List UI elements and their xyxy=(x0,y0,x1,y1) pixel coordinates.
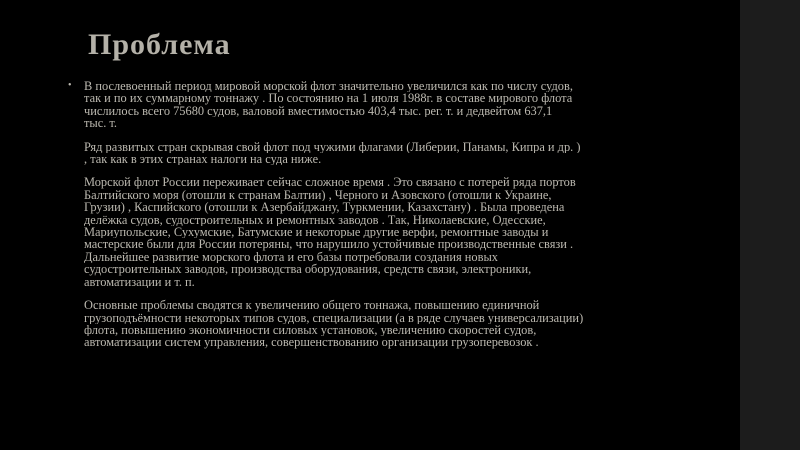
paragraph-gap xyxy=(84,130,654,141)
text-line: числилось всего 75680 судов, валовой вместимостью 403,4 тыс. рег. т. и дедвейтом 637,1 xyxy=(84,104,553,118)
text-line: Балтийского моря (отошли к странам Балтии) , Черного и Азовского (отошли к Украине, xyxy=(84,188,552,202)
text-line: тыс. т. xyxy=(84,117,118,130)
text-line: Ряд развитых стран скрывая свой флот под чужими флагами (Либерии, Панамы, Кипра и др. ) xyxy=(84,140,581,154)
text-line: так и по их суммарному тоннажу . По состоянию на 1 июля 1988г. в составе мирового флота xyxy=(84,92,573,105)
text-line: Дальнейшее развитие морского флота и его базы потребовали создания новых xyxy=(84,250,498,264)
text-line: автоматизации и т. п. xyxy=(84,275,195,289)
bullet-icon: • xyxy=(68,80,72,91)
text-line: делёжка судов, судостроительных и ремонтных заводов . Так, Николаевские, Одесские, xyxy=(84,213,546,227)
text-line: автоматизации систем управления, совершенствованию организации грузоперевозок . xyxy=(84,336,539,349)
paragraph-gap xyxy=(84,165,654,176)
paragraph-fleet-growth xyxy=(84,80,654,130)
paragraph-foreign-flags xyxy=(84,141,654,166)
text-line: Мариупольские, Сухумские, Батумские и некоторые другие верфи, ремонтные заводы и xyxy=(84,226,549,239)
text-line: Грузии) , Каспийского (отошли к Азербайджану, Туркмении, Казахстану) . Была проведена xyxy=(84,201,565,214)
text-line: Морской флот России переживает сейчас сложное время . Это связано с потерей ряда портов xyxy=(84,176,576,189)
text-line: В послевоенный период мировой морской флот значительно увеличился как по числу судов, xyxy=(84,80,573,93)
slide-body xyxy=(68,80,654,349)
slide-title: Проблема xyxy=(88,28,231,61)
paragraph-russian-fleet xyxy=(84,176,654,288)
text-line: , так как в этих странах налоги на суда ниже. xyxy=(84,153,322,166)
text-line: судостроительных заводов, производства оборудования, средств связи, электроники, xyxy=(84,263,532,276)
text-line: Основные проблемы сводятся к увеличению общего тоннажа, повышению единичной xyxy=(84,299,540,312)
text-line: мастерские были для России потеряны, что нарушило устойчивые производственные связи . xyxy=(84,238,574,251)
paragraph-gap xyxy=(84,288,654,299)
paragraph-main-problems xyxy=(84,299,654,349)
text-line: грузоподъёмности некоторых типов судов, специализации (а в ряде случаев универсализации) xyxy=(84,311,584,324)
text-line: флота, повышению экономичности силовых установок, увеличению скоростей судов, xyxy=(84,323,537,337)
